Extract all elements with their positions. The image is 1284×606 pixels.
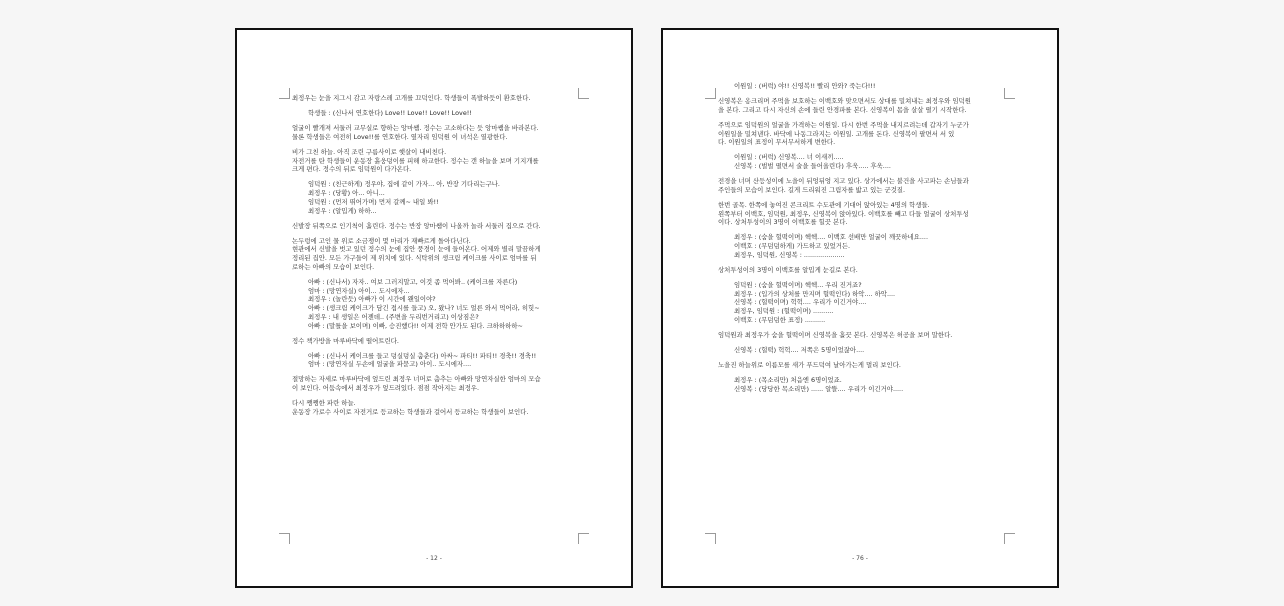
page-number: - 76 - xyxy=(852,555,868,562)
dialogue-line: 엄마 : (망연자실 두손에 얼굴을 파묻고) 아이.. 도시에자.... xyxy=(308,360,472,369)
narration-line: 이원일을 밀쳐낸다. 바닥에 나동그라지는 이원일. 고개를 돈다. 신영복이 팔면서 서 있 xyxy=(718,129,955,138)
narration-paragraph xyxy=(292,399,591,416)
narration-line: 현관에서 신발을 벗고 있던 정수의 눈에 집안 풍경이 눈에 들어온다. 어제와 별리 말끔하게 xyxy=(292,245,541,254)
dialogue-block xyxy=(718,281,1017,325)
dialogue-line: 최정우 : (당황) 아... 아니... xyxy=(308,189,385,198)
crop-mark-bottom-right xyxy=(578,533,589,544)
narration-line: 운동장 가로수 사이로 자전거로 등교하는 학생들과 걸어서 등교하는 학생들이 보인다. xyxy=(292,407,529,416)
narration-paragraph xyxy=(718,331,1017,340)
dialogue-line: 아빠 : (신나서 케이크를 들고 덩실덩실 춤춘다) 아싸~ 파티!! 파티!! 경축!! 경축!! xyxy=(308,351,537,360)
narration-paragraph xyxy=(718,361,1017,370)
narration-paragraph xyxy=(718,177,1017,194)
dialogue-block xyxy=(718,153,1017,170)
narration-paragraph xyxy=(292,148,591,174)
narration-line: 다. 이원일의 표정이 무서무서하게 변한다. xyxy=(718,138,836,147)
narration-line: 최정우는 눈을 지그시 감고 자랑스레 고개를 끄덕인다. 학생들이 폭발하듯이 환호한다. xyxy=(292,94,531,102)
narration-line: 신발장 뒤쪽으로 인기척이 흘린다. 정수는 반장 앙마쌤이 나올까 놀라 서둘러 집으로 간다. xyxy=(292,221,541,230)
narration-line: 이 보인다. 어둠속에서 최정우가 엎드려있다. 점점 작아지는 최정우. xyxy=(292,384,479,393)
page-body-text xyxy=(292,94,591,423)
narration-paragraph xyxy=(718,201,1017,227)
dialogue-line: 신영복 : (당당한 목소리만) ...... 알뜰.... 우리가 이긴거야..... xyxy=(734,384,904,393)
crop-mark-bottom-right xyxy=(1004,533,1015,544)
narration-line: 노을진 하늘위로 이름모를 새가 푸드덕여 날아가는게 멀리 보인다. xyxy=(718,361,901,370)
dialogue-line: 임덕원 : (숨을 헐떡이며) 헥헥... 우리 진거죠? xyxy=(734,281,862,290)
crop-mark-top-left xyxy=(279,88,290,99)
dialogue-line: 최정우, 임덕원 : (헐떡이며) .......... xyxy=(734,307,834,316)
dialogue-line: 학생들 : (신나서 연호한다) Love!! Love!! Love!! Love!! xyxy=(308,109,472,118)
dialogue-line: 아빠 : (생크림 케이크가 담긴 접시를 들고) 오, 왔나? 너도 얼른 와서 먹어라, 히힛~ xyxy=(308,304,540,313)
narration-line: 정리된 집안. 모든 가구들이 제 위치에 있다. 식탁위의 생크림 케이크를 사이로 엄마를 뒤 xyxy=(292,254,537,263)
dialogue-line: 임덕원 : (친근하게) 정우야, 집에 같이 가자... 아, 반장 기다리는구나. xyxy=(308,180,500,189)
dialogue-line: 최정우 : (목소리만) 처음엔 6명이었죠. xyxy=(734,376,842,385)
dialogue-block xyxy=(718,346,1017,355)
narration-line: 한번 골목. 한쪽에 놓여진 콘크리트 수도관에 기대어 앉아있는 4명의 학생들. xyxy=(718,200,930,209)
dialogue-line: 최정우 : 내 생일은 어젠데.. (주변을 두리번거리고) 이상짐은? xyxy=(308,312,479,321)
dialogue-line: 최정우 : (알밉게) 하하... xyxy=(308,206,377,215)
dialogue-line: 이백호 : (무덤덤한 표정) .......... xyxy=(734,315,826,324)
dialogue-line: 최정우 : (놀란듯) 아빠가 이 시간에 왠일이야? xyxy=(308,295,436,304)
script-page-left xyxy=(235,28,633,588)
document-viewer-background xyxy=(4,4,1280,602)
narration-line: 논두렁에 고인 물 위로 소금쟁이 몇 마리가 재빠르게 돌아다닌다. xyxy=(292,236,471,245)
dialogue-line: 엄마 : (망연자실) 아이... 도시에자... xyxy=(308,286,410,295)
dialogue-line: 최정우 : (숨을 헐떡이며) 헥헥.... 이백호 선배만 얼굴이 깨끗하네요.... xyxy=(734,233,928,242)
dialogue-line: 최정우, 임덕원, 신영복 : .................... xyxy=(734,250,845,259)
narration-line: 주인들의 모습이 보인다. 길게 드리워진 그림자를 밟고 있는 군것질. xyxy=(718,185,905,194)
narration-paragraph xyxy=(292,94,591,103)
narration-paragraph xyxy=(292,237,591,272)
dialogue-line: 신영복 : (헐떡이며) 헉헉.... 우리가 이긴거야.... xyxy=(734,298,867,307)
narration-line: 다시 쨍쨍한 파란 하늘. xyxy=(292,399,356,408)
narration-line: 크게 편다. 정수의 뒤로 임덕원이 다가온다. xyxy=(292,165,412,174)
script-page-right xyxy=(661,28,1059,588)
narration-paragraph xyxy=(292,337,591,346)
dialogue-block xyxy=(292,352,591,369)
narration-line: 이다. 상처투성이의 3명이 이백호를 힐끗 본다. xyxy=(718,218,848,227)
dialogue-line: 아빠 : (말틀을 보이며) 이빠, 승진했다!! 이제 전학 안가도 된다. 크하하하하~ xyxy=(308,321,523,330)
narration-paragraph xyxy=(718,97,1017,114)
narration-paragraph xyxy=(292,124,591,141)
narration-line: 비가 그친 하늘. 아직 조린 구름사이로 햇살이 내비친다. xyxy=(292,147,447,156)
dialogue-line: 이원일 : (버럭) 야!! 신영복!! 빨리 안와? 죽는다!!! xyxy=(734,82,876,90)
crop-mark-top-left xyxy=(705,88,716,99)
dialogue-line: 이원일 : (버럭) 신영복.... 너 이새끼..... xyxy=(734,153,844,162)
narration-line: 절망하는 자세로 마루바닥에 엎드린 최정우 너머로 춤추는 아빠와 망연자실한 엄마의 모습 xyxy=(292,375,541,384)
narration-line: 상처투성이의 3명이 이백호를 알밉게 눈길로 본다. xyxy=(718,265,858,274)
narration-line: 전경을 너머 산등성이에 노을이 뒤엉뒤엉 지고 있다. 상가에서는 불건을 사고파는 손님들과 xyxy=(718,177,969,186)
narration-line: 왼쪽부터 이백호, 임덕원, 최정우, 신영복이 앉아있다. 이백호를 빼고 다들 얼굴이 상처투성 xyxy=(718,209,969,218)
dialogue-line: 최정우 : (입가의 상처를 만지며 헐떡인다) 하악.... 하악.... xyxy=(734,289,896,298)
dialogue-line: 신영복 : (벌벌 떨면서 술을 들어올린다) 후욱..... 후욱.... xyxy=(734,162,891,171)
narration-line: 물론 학생들은 여전히 Love!!를 연호한다. 옆자리 임덕원 이 녀석은 열광한다. xyxy=(292,132,508,141)
narration-line: 로하는 아빠의 모습이 보인다. xyxy=(292,262,375,271)
dialogue-block xyxy=(718,376,1017,393)
dialogue-line: 신영복 : (헐떡) 헉헉.... 저쪽은 5명이었잖아.... xyxy=(734,346,865,355)
crop-mark-bottom-left xyxy=(279,533,290,544)
narration-line: 자전거를 탄 학생들이 운동장 흙웅덩이를 피해 하교한다. 정수는 갠 하늘을 보며 기지개를 xyxy=(292,156,539,165)
crop-mark-bottom-left xyxy=(705,533,716,544)
page-number: - 12 - xyxy=(426,555,442,562)
narration-paragraph xyxy=(718,266,1017,275)
dialogue-line: 이백호 : (무덤덤하게) 가드하고 있었거든. xyxy=(734,242,851,251)
narration-paragraph xyxy=(292,222,591,231)
dialogue-block xyxy=(718,233,1017,259)
dialogue-block xyxy=(292,278,591,330)
dialogue-block xyxy=(718,82,1017,91)
dialogue-line: 아빠 : (신나서) 자자.. 여보 그러지말고, 이것 좀 먹어봐.. (케이크를 자른다) xyxy=(308,277,518,286)
dialogue-block xyxy=(292,109,591,118)
dialogue-block xyxy=(292,180,591,215)
narration-line: 주먹으로 임덕원의 얼굴을 가격하는 이원일. 다시 한번 주먹을 내지르려는데 갑자기 누군가 xyxy=(718,120,969,129)
page-body-text xyxy=(718,82,1017,400)
narration-line: 을 본다. 그리고 다시 자신의 손에 들린 안경파를 본다. 신영복이 몸을 살살 떨기 시작한다. xyxy=(718,105,967,114)
narration-line: 정수 책가방을 마루바닥에 떨어트린다. xyxy=(292,336,399,345)
narration-line: 임덕원과 최정우가 숨을 헐떡이며 신영복을 흘끗 본다. 신영복은 허공을 보며 말한다. xyxy=(718,330,953,339)
narration-line: 얼굴이 빨개져 서둘러 교무실로 향하는 앙마쌤. 정수는 고소하다는 듯 앙마쌤을 바라본다. xyxy=(292,124,539,133)
dialogue-line: 임덕원 : (먼저 뛰어가며) 먼저 갈께~ 내일 봐!! xyxy=(308,197,439,206)
narration-paragraph xyxy=(718,121,1017,147)
narration-paragraph xyxy=(292,375,591,392)
narration-line: 신영복은 옹크리며 주먹을 보호하는 이백호와 맞으면서도 상대를 밀쳐내는 최정우와 임덕원 xyxy=(718,97,971,106)
